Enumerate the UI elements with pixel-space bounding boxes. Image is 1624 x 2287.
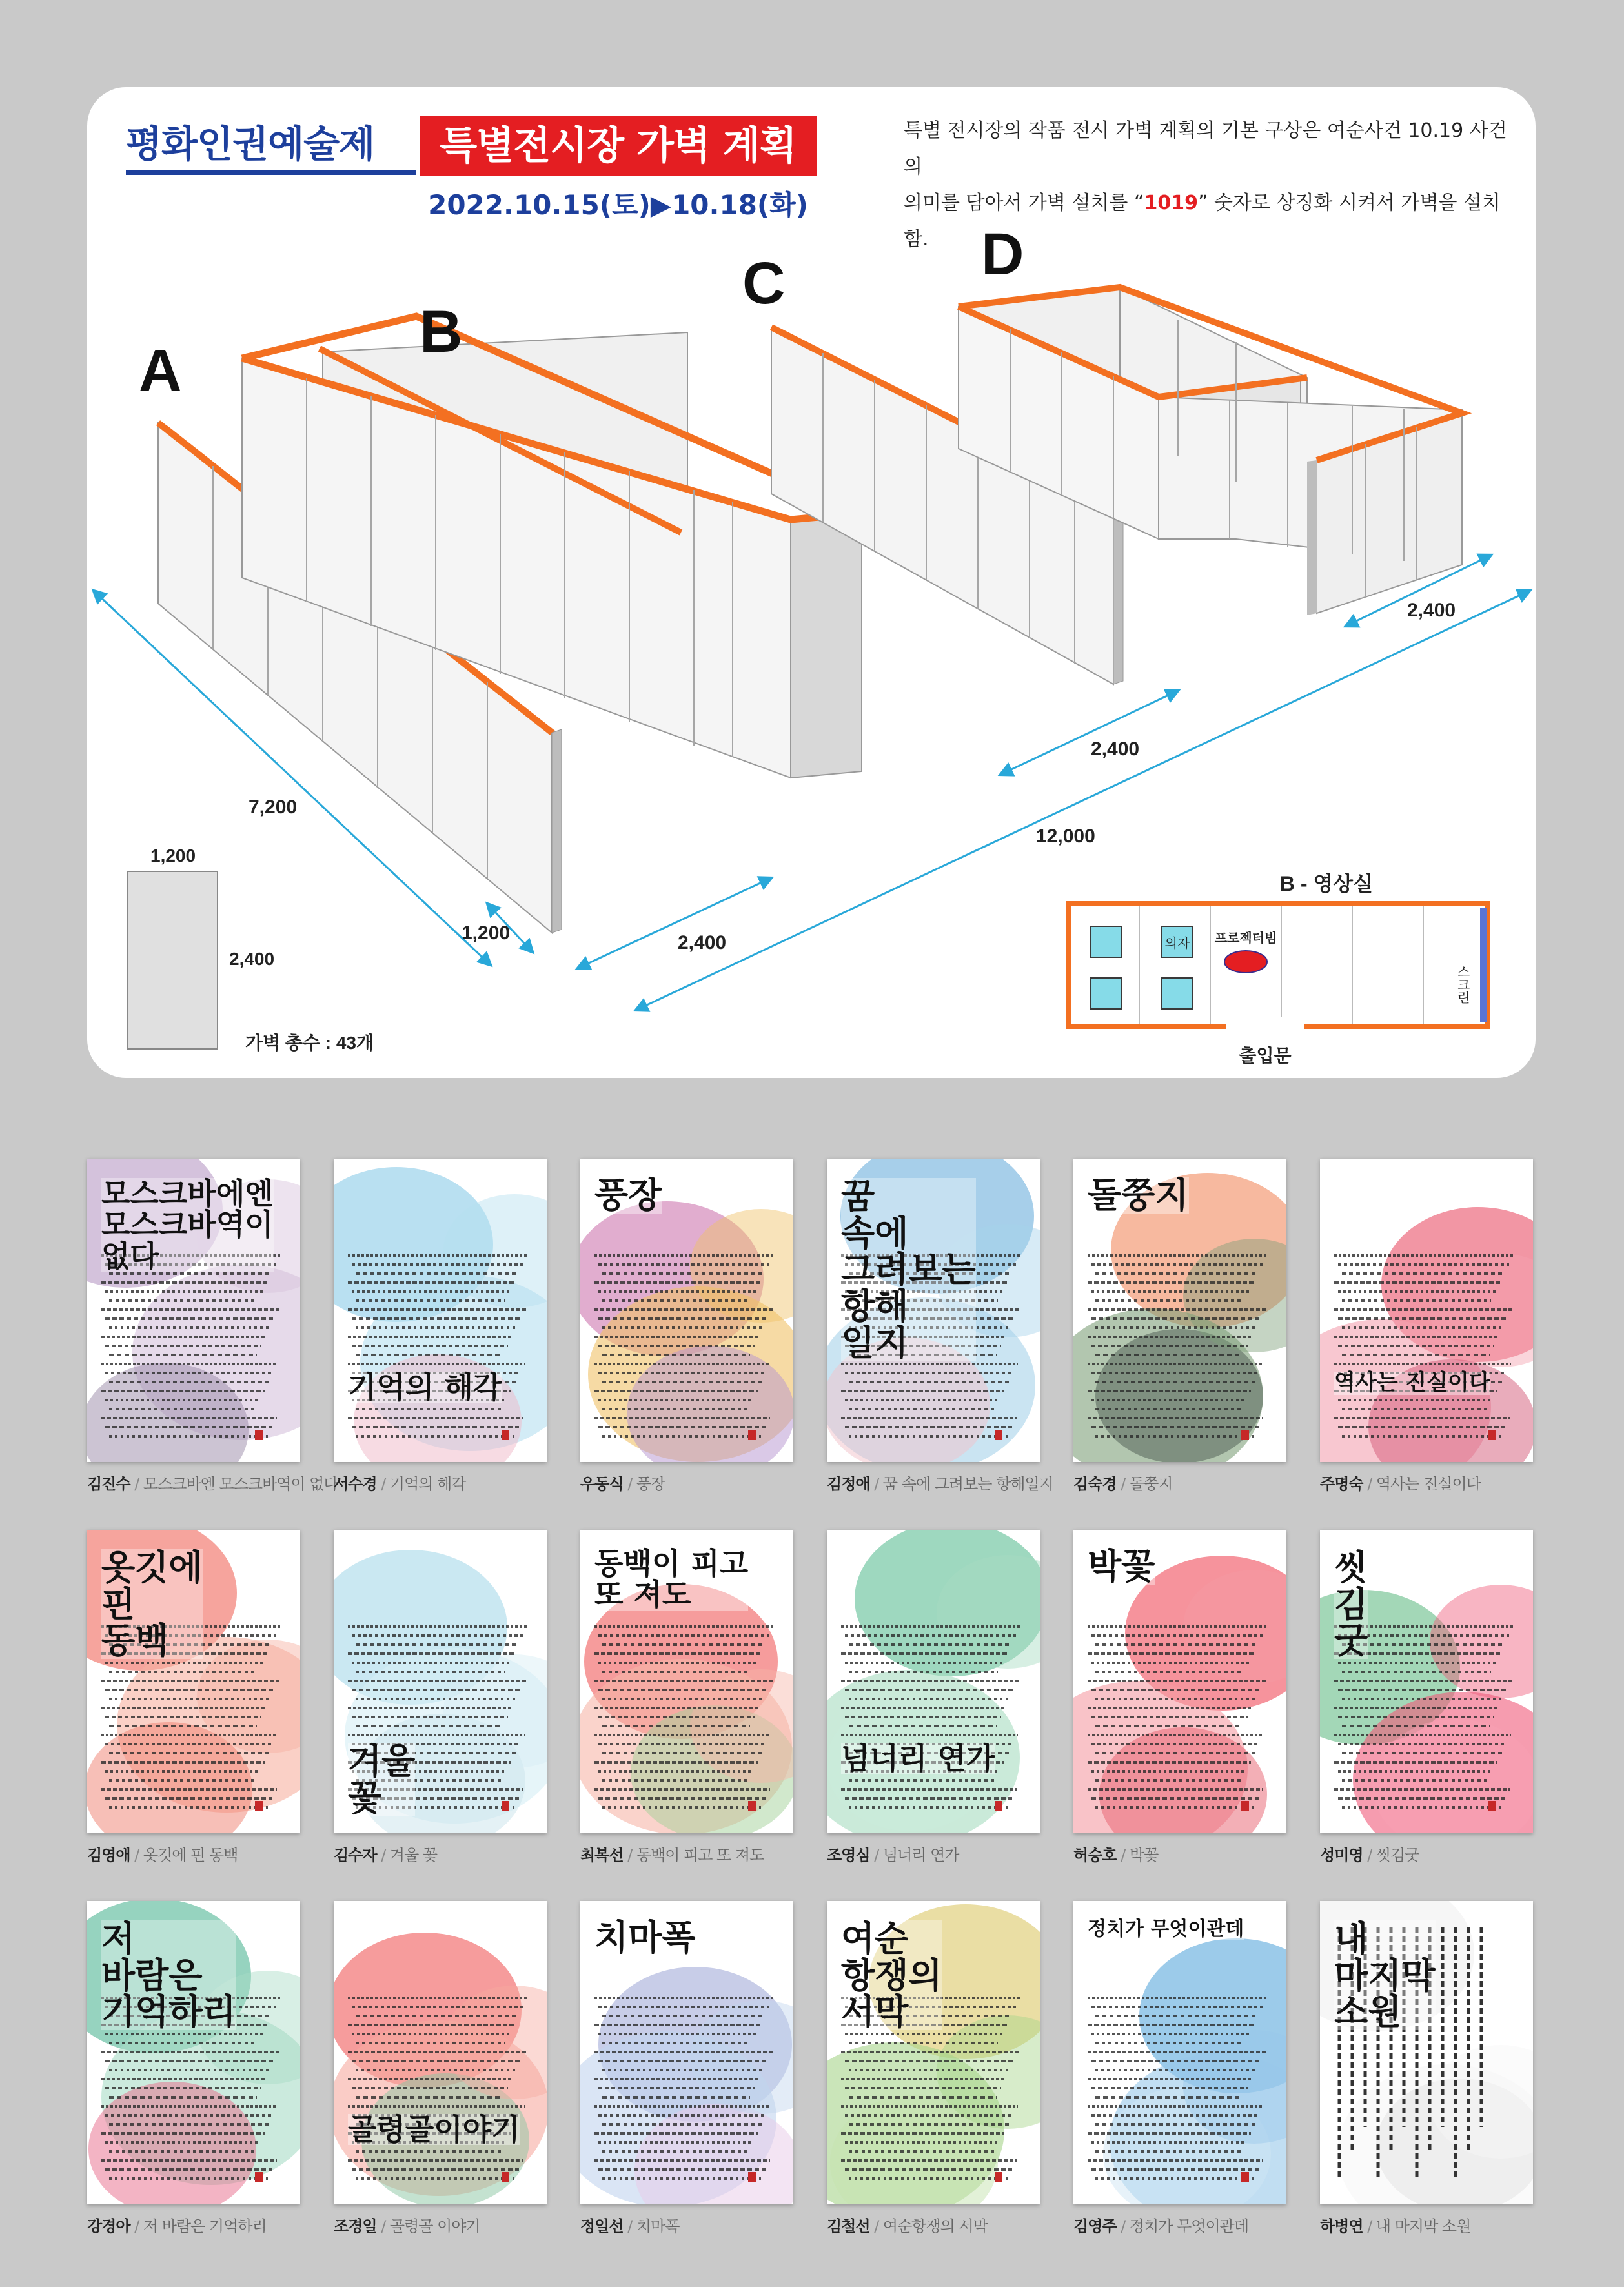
artist-name: 강경아 [87, 2217, 130, 2235]
work-title: 역사는 진실이다 [1375, 1475, 1481, 1493]
artwork-title: 저 바람은 기억하리 [101, 1918, 236, 2033]
caption-separator: / [1363, 1846, 1376, 1864]
work-title: 치마폭 [636, 2217, 680, 2235]
chair-label: 의자 [1164, 937, 1190, 951]
artwork-caption [87, 1471, 338, 1494]
caption-separator: / [623, 2217, 636, 2235]
artist-name: 성미영 [1320, 1846, 1363, 1864]
artwork-grid [87, 1159, 1536, 2235]
caption-separator: / [1363, 2217, 1376, 2235]
artwork-image [87, 1159, 300, 1462]
artwork-title: 내 마지막 소원 [1334, 1918, 1436, 2033]
caption-separator: / [1116, 1475, 1130, 1493]
artist-name: 김숙경 [1073, 1475, 1117, 1493]
caption-separator: / [130, 1846, 143, 1864]
video-room-title: B - 영상실 [1279, 872, 1374, 895]
projector-icon [1224, 951, 1267, 973]
caption-separator: / [130, 1475, 143, 1493]
artwork-caption [334, 1471, 547, 1494]
desc-line-2b: ” 숫자로 상징화 시켜서 가벽을 설치함. [904, 192, 1501, 250]
work-title: 꿈 속에 그려보는 항해일지 [882, 1475, 1053, 1493]
work-title: 씻김굿 [1375, 1846, 1419, 1864]
work-title: 풍장 [636, 1475, 665, 1493]
artwork-title: 골령골이야기 [348, 2112, 520, 2147]
calligraphy-text [334, 1901, 547, 2204]
artwork-card[interactable] [334, 1530, 547, 1865]
artwork-title: 역사는 진실이다 [1334, 1370, 1490, 1396]
festival-title: 평화인권예술제 [126, 122, 375, 166]
screen-label: 스크린 [1455, 965, 1469, 1004]
calligraphy-text [1073, 1901, 1286, 2204]
caption-separator: / [130, 2217, 143, 2235]
chair-1 [1091, 926, 1122, 957]
artwork-title: 씻 김 굿 [1334, 1547, 1368, 1662]
dim-b-width: 2,400 [678, 932, 727, 953]
artwork-image [580, 1901, 793, 2204]
caption-separator: / [623, 1475, 636, 1493]
title-underline [126, 170, 416, 175]
work-title: 겨울 꽃 [389, 1846, 438, 1864]
caption-separator: / [376, 1846, 390, 1864]
artist-name: 우동식 [580, 1475, 624, 1493]
artwork-caption [87, 1842, 300, 1865]
artwork-card[interactable] [827, 1159, 1053, 1494]
artist-name: 정일선 [580, 2217, 624, 2235]
artwork-title: 꿈 속에 그려보는 항해 일지 [841, 1175, 976, 1363]
artwork-caption [1073, 1842, 1286, 1865]
work-title: 기억의 해각 [389, 1475, 466, 1493]
artwork-caption [334, 2213, 547, 2236]
chair-4 [1162, 978, 1193, 1009]
artwork-image [87, 1530, 300, 1833]
artwork-card[interactable] [334, 1901, 547, 2236]
dim-a-length: 7,200 [249, 797, 298, 818]
artwork-title: 모스크바에엔 모스크바역이 없다 [101, 1176, 274, 1274]
calligraphy-text [334, 1159, 547, 1462]
artwork-caption [827, 1471, 1053, 1494]
work-title: 정치가 무엇이관데 [1129, 2217, 1249, 2235]
section-label-a: A [139, 338, 182, 403]
section-label-b: B [420, 299, 463, 365]
artwork-card[interactable] [1073, 1530, 1286, 1865]
artwork-image [580, 1159, 793, 1462]
artwork-caption [1073, 1471, 1286, 1494]
artwork-title: 기억의 해각 [348, 1370, 502, 1405]
video-room [1068, 872, 1488, 1066]
artist-name: 조영심 [827, 1846, 870, 1864]
dim-total-length: 12,000 [1036, 826, 1095, 847]
caption-separator: / [869, 1475, 883, 1493]
work-title: 저 바람은 기억하리 [143, 2217, 267, 2235]
artwork-card[interactable] [1073, 1901, 1286, 2236]
caption-separator: / [869, 2217, 883, 2235]
artwork-image [1320, 1530, 1533, 1833]
artwork-title: 동백이 피고 또 져도 [594, 1546, 749, 1612]
artwork-caption [334, 1842, 547, 1865]
artwork-card[interactable] [87, 1901, 300, 2236]
plan-panel [87, 87, 1536, 1078]
artwork-title: 돌쭝지 [1088, 1174, 1189, 1215]
caption-separator: / [376, 2217, 390, 2235]
artwork-image [1073, 1159, 1286, 1462]
artwork-image [1320, 1901, 1533, 2204]
artwork-caption [827, 1842, 1040, 1865]
artwork-card[interactable] [827, 1530, 1040, 1865]
artist-name: 서수경 [334, 1475, 377, 1493]
work-title: 옷깃에 핀 동백 [143, 1846, 238, 1864]
dim-a-depth: 1,200 [462, 922, 511, 944]
caption-separator: / [1363, 1475, 1376, 1493]
artwork-card[interactable] [1073, 1159, 1286, 1494]
section-label-c: C [742, 250, 786, 316]
artwork-card[interactable] [334, 1159, 547, 1494]
event-date: 2022.10.15(토)▶10.18(화) [428, 189, 808, 221]
work-title: 넘너리 연가 [882, 1846, 959, 1864]
panel-total: 가벽 총수 : 43개 [245, 1033, 374, 1053]
artwork-title: 여순 항쟁의 서막 [841, 1918, 942, 2033]
caption-separator: / [1116, 1846, 1130, 1864]
artist-name: 하병연 [1320, 2217, 1363, 2235]
artist-name: 김철선 [827, 2217, 870, 2235]
artwork-caption [580, 1842, 793, 1865]
artwork-card[interactable] [580, 1159, 793, 1494]
artist-name: 주명숙 [1320, 1475, 1363, 1493]
work-title: 박꽃 [1129, 1846, 1159, 1864]
artwork-image [1320, 1159, 1533, 1462]
desc-line-2a: 의미를 담아서 가벽 설치를 “ [904, 192, 1144, 214]
artist-name: 최복선 [580, 1846, 624, 1864]
work-title: 모스크바엔 모스크바역이 없다 [143, 1475, 338, 1493]
artwork-title: 옷깃에 핀 동백 [101, 1547, 203, 1662]
artwork-image [1073, 1901, 1286, 2204]
artwork-caption [580, 2213, 793, 2236]
artwork-caption [1320, 2213, 1533, 2236]
calligraphy-text [827, 1530, 1040, 1833]
artwork-caption [1320, 1471, 1533, 1494]
projector-label: 프로젝터빔 [1214, 931, 1277, 946]
artwork-title: 풍장 [594, 1174, 662, 1215]
artwork-card[interactable] [1320, 1530, 1533, 1865]
artist-name: 김정애 [827, 1475, 870, 1493]
caption-separator: / [623, 1846, 636, 1864]
section-label-d: D [981, 221, 1024, 287]
chair-3 [1091, 978, 1122, 1009]
artwork-card[interactable] [580, 1530, 793, 1865]
artwork-image [87, 1901, 300, 2204]
artwork-title: 박꽃 [1088, 1545, 1155, 1587]
plan-description [904, 113, 1510, 258]
work-title: 돌쭝지 [1129, 1475, 1173, 1493]
desc-line-1: 특별 전시장의 작품 전시 가벽 계획의 기본 구상은 여순사건 10.19 사건의 [904, 119, 1507, 178]
artwork-title: 넘너리 연가 [841, 1741, 995, 1776]
artwork-image [1073, 1530, 1286, 1833]
artwork-image [580, 1530, 793, 1833]
work-title: 여순항쟁의 서막 [882, 2217, 988, 2235]
entrance-label: 출입문 [1239, 1046, 1292, 1066]
artist-name: 김진수 [87, 1475, 130, 1493]
caption-separator: / [869, 1846, 883, 1864]
artwork-image [334, 1159, 547, 1462]
artwork-card[interactable] [580, 1901, 793, 2236]
work-title: 동백이 피고 또 져도 [636, 1846, 764, 1864]
panel-width: 1,200 [150, 846, 196, 866]
artwork-title: 겨울 꽃 [348, 1740, 416, 1818]
artwork-card[interactable] [1320, 1159, 1533, 1494]
caption-separator: / [376, 1475, 390, 1493]
dim-d-width: 2,400 [1407, 600, 1456, 621]
artwork-caption [87, 2213, 300, 2236]
artwork-title: 치마폭 [594, 1916, 696, 1958]
artist-name: 허승호 [1073, 1846, 1117, 1864]
artwork-image [334, 1530, 547, 1833]
plan-title-badge: 특별전시장 가벽 계획 [420, 116, 817, 176]
panel-legend-box [127, 871, 218, 1049]
artwork-caption [1320, 1842, 1533, 1865]
artist-name: 김영애 [87, 1846, 130, 1864]
artwork-caption [1073, 2213, 1286, 2236]
artwork-card[interactable] [87, 1530, 300, 1865]
artist-name: 김영주 [1073, 2217, 1117, 2235]
artwork-card[interactable] [87, 1159, 338, 1494]
calligraphy-text [1320, 1159, 1533, 1462]
artwork-image [827, 1530, 1040, 1833]
caption-separator: / [1116, 2217, 1130, 2235]
artwork-image [827, 1159, 1040, 1462]
work-title: 골령골 이야기 [389, 2217, 480, 2235]
artwork-caption [580, 1471, 793, 1494]
artwork-title: 정치가 무엇이관데 [1088, 1918, 1244, 1940]
artist-name: 김수자 [334, 1846, 377, 1864]
artwork-caption [827, 2213, 1040, 2236]
artwork-card[interactable] [827, 1901, 1040, 2236]
work-title: 내 마지막 소원 [1375, 2217, 1471, 2235]
desc-highlight: 1019 [1144, 192, 1198, 214]
artist-name: 조경일 [334, 2217, 377, 2235]
panel-height: 2,400 [229, 949, 275, 969]
artwork-image [827, 1901, 1040, 2204]
artwork-card[interactable] [1320, 1901, 1533, 2236]
dim-c-width: 2,400 [1091, 738, 1140, 760]
artwork-image [334, 1901, 547, 2204]
